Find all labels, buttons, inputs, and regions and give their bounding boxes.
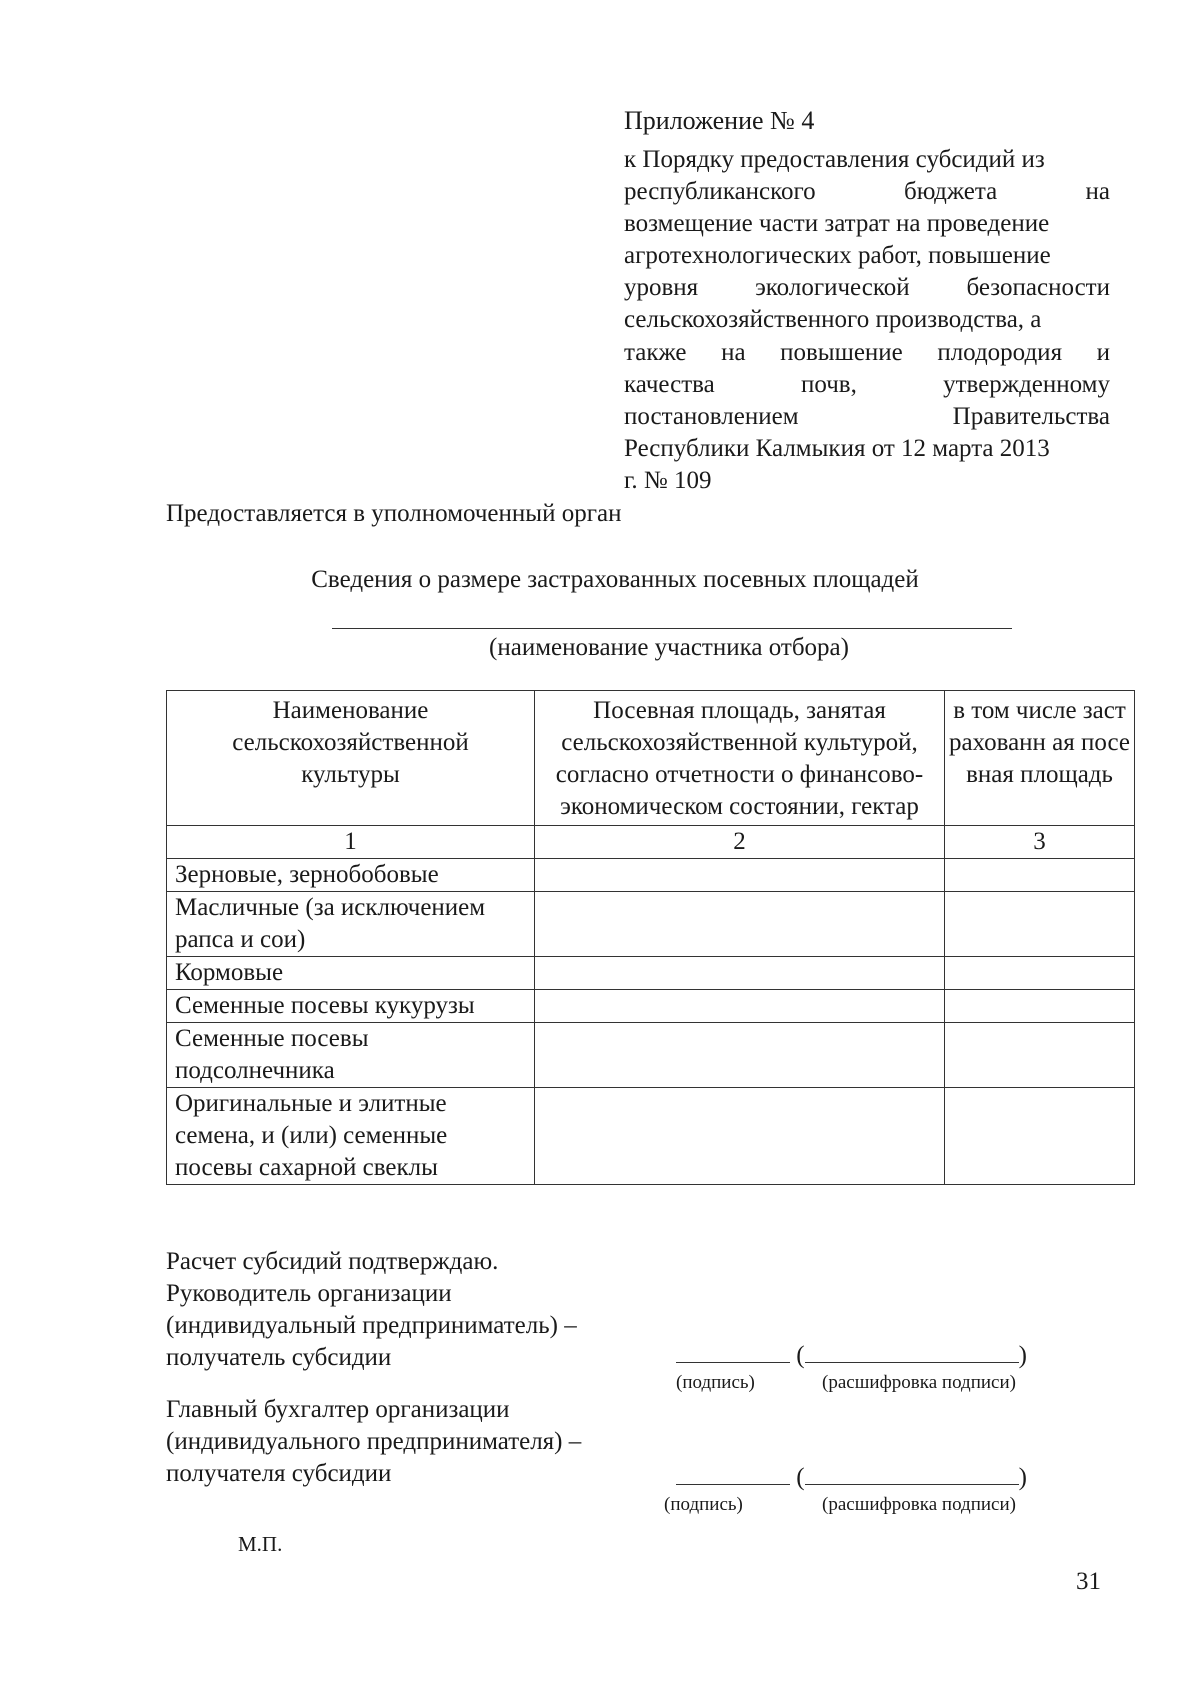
head-signature-field[interactable] bbox=[676, 1340, 790, 1363]
decode-caption: (расшифровка подписи) bbox=[822, 1372, 1016, 1393]
appendix-line: агротехнологических работ, повышение bbox=[624, 242, 1051, 270]
head-signature-line: ( ) bbox=[676, 1340, 1027, 1371]
table-row bbox=[167, 859, 1135, 892]
confirm-text: Расчет субсидий подтверждаю. bbox=[166, 1248, 499, 1275]
column-number: 3 bbox=[945, 826, 1135, 859]
sown-area-cell[interactable] bbox=[535, 990, 945, 1023]
head-title-line: Руководитель организации bbox=[166, 1280, 452, 1307]
decode-caption: (расшифровка подписи) bbox=[822, 1494, 1016, 1515]
appendix-line: сельскохозяйственного производства, а bbox=[624, 306, 1042, 334]
accountant-title-line: получателя субсидии bbox=[166, 1460, 392, 1487]
crop-name-cell: Оригинальные и элитные семена, и (или) семенные посевы сахарной свеклы bbox=[167, 1088, 535, 1185]
accountant-decode-field[interactable] bbox=[805, 1462, 1019, 1485]
appendix-line: также на повышение плодородия и bbox=[624, 338, 1110, 366]
accountant-title-line: Главный бухгалтер организации bbox=[166, 1396, 510, 1423]
table-row bbox=[167, 892, 1135, 957]
appendix-line: Республики Калмыкия от 12 марта 2013 bbox=[624, 434, 1050, 462]
accountant-signature-line: ( ) bbox=[676, 1462, 1027, 1493]
accountant-title-line: (индивидуального предпринимателя) – bbox=[166, 1428, 582, 1455]
accountant-title bbox=[166, 1394, 581, 1490]
appendix-line: республиканского бюджета на bbox=[624, 178, 1110, 206]
table-row bbox=[167, 1023, 1135, 1088]
head-title-line: (индивидуальный предприниматель) – bbox=[166, 1312, 577, 1339]
accountant-signature-field[interactable] bbox=[676, 1462, 790, 1485]
table-row bbox=[167, 1088, 1135, 1185]
sown-area-cell[interactable] bbox=[535, 957, 945, 990]
insured-area-cell[interactable] bbox=[945, 1088, 1135, 1185]
insured-area-cell[interactable] bbox=[945, 990, 1135, 1023]
column-number: 1 bbox=[167, 826, 535, 859]
signature-caption: (подпись) bbox=[664, 1494, 743, 1515]
insured-area-cell[interactable] bbox=[945, 859, 1135, 892]
head-title-line: получатель субсидии bbox=[166, 1344, 392, 1371]
table-row bbox=[167, 990, 1135, 1023]
crop-name-cell: Зерновые, зернобобовые bbox=[167, 859, 535, 892]
header-insured-area: в том числе застрахованн ая посевная площадь bbox=[945, 691, 1135, 826]
appendix-line: постановлением Правительства bbox=[624, 402, 1110, 430]
head-decode-field[interactable] bbox=[805, 1340, 1019, 1363]
submit-note: Предоставляется в уполномоченный орган bbox=[166, 500, 622, 527]
appendix-line: возмещение части затрат на проведение bbox=[624, 210, 1050, 238]
header-sown-area: Посевная площадь, занятая сельскохозяйственной культурой, согласно отчетности о финансово-экономическом состоянии, гектар bbox=[535, 691, 945, 826]
appendix-line: уровня экологической безопасности bbox=[624, 274, 1110, 302]
table-row bbox=[167, 957, 1135, 990]
crop-name-cell: Масличные (за исключением рапса и сои) bbox=[167, 892, 535, 957]
sown-area-cell[interactable] bbox=[535, 1088, 945, 1185]
table-header-row bbox=[167, 691, 1135, 826]
insured-area-cell[interactable] bbox=[945, 957, 1135, 990]
crop-name-cell: Семенные посевы подсолнечника bbox=[167, 1023, 535, 1088]
column-number: 2 bbox=[535, 826, 945, 859]
table-number-row bbox=[167, 826, 1135, 859]
signature-caption: (подпись) bbox=[676, 1372, 755, 1393]
stamp-place: М.П. bbox=[238, 1532, 283, 1556]
insured-area-cell[interactable] bbox=[945, 1023, 1135, 1088]
head-title bbox=[166, 1278, 577, 1374]
page-number: 31 bbox=[1076, 1568, 1101, 1595]
appendix-text bbox=[624, 144, 1110, 497]
sown-area-cell[interactable] bbox=[535, 892, 945, 957]
insured-area-cell[interactable] bbox=[945, 892, 1135, 957]
participant-name-blank bbox=[332, 628, 1012, 629]
sown-area-cell[interactable] bbox=[535, 859, 945, 892]
crop-area-table bbox=[166, 690, 1135, 1185]
participant-name-caption: (наименование участника отбора) bbox=[489, 634, 849, 661]
appendix-line: качества почв, утвержденному bbox=[624, 370, 1110, 398]
appendix-line: к Порядку предоставления субсидий из bbox=[624, 146, 1045, 173]
appendix-line: г. № 109 bbox=[624, 466, 712, 494]
crop-name-cell: Кормовые bbox=[167, 957, 535, 990]
appendix-title: Приложение № 4 bbox=[624, 106, 815, 135]
header-crop-name: Наименование сельскохозяйственной культуры bbox=[167, 691, 535, 826]
sown-area-cell[interactable] bbox=[535, 1023, 945, 1088]
document-title: Сведения о размере застрахованных посевных площадей bbox=[311, 566, 919, 593]
crop-name-cell: Семенные посевы кукурузы bbox=[167, 990, 535, 1023]
